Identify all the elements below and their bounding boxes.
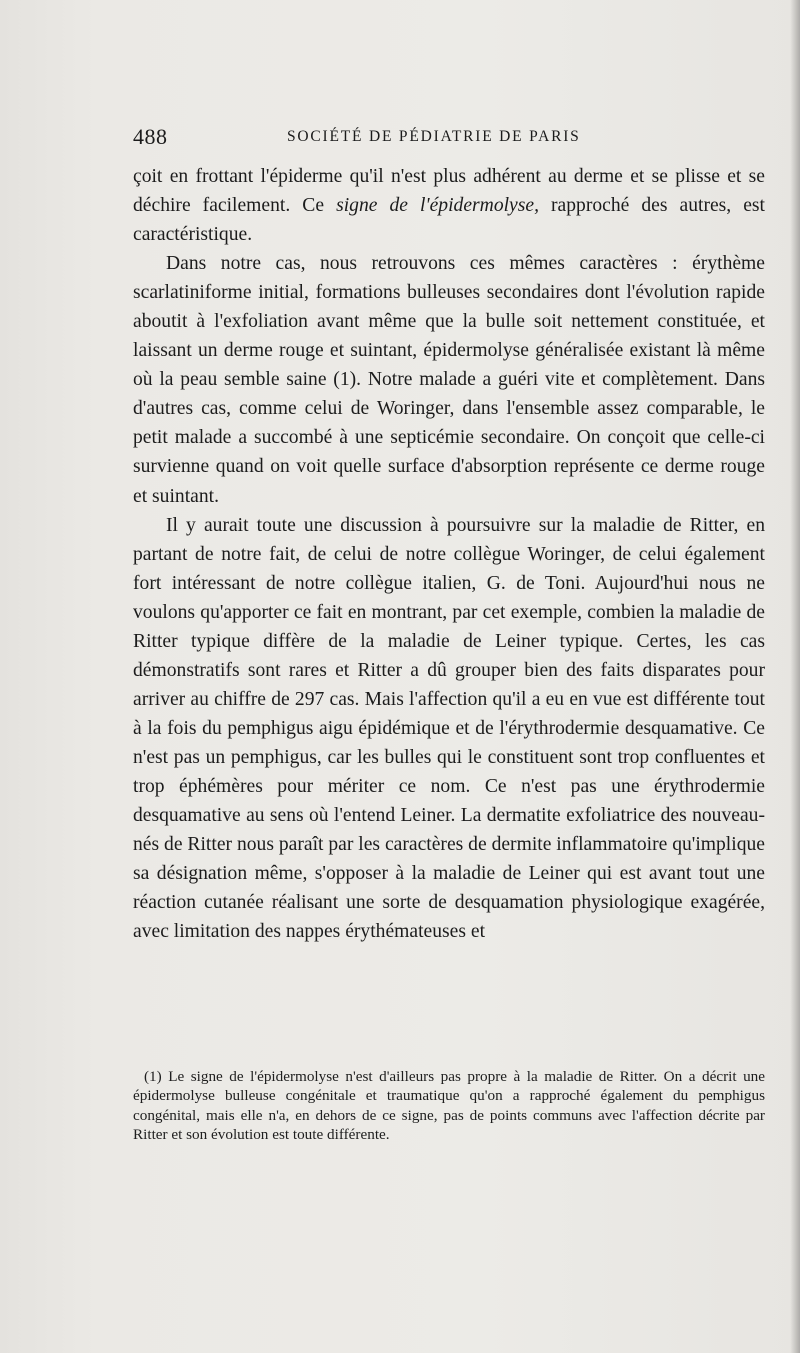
footnote: (1) Le signe de l'épidermolyse n'est d'ailleurs pas propre à la maladie de Ritter. On a décrit une épidermolyse bulleuse congénitale et traumatique qu'on a rapproché également du pemphigus congénital, mais elle n'a, en dehors de ce signe, pas de points communs avec l'affection décrite par Ritter et son évolution est toute différente.	[133, 1068, 765, 1143]
running-head: SOCIÉTÉ DE PÉDIATRIE DE PARIS	[287, 128, 581, 145]
paragraph-3: Il y aurait toute une discussion à poursuivre sur la maladie de Ritter, en partant de notre fait, de celui de notre collègue Woringer, de celui également fort intéressant de notre collègue italien, G. de Toni. Aujourd'hui nous ne voulons qu'apporter ce fait en montrant, par cet exemple, combien la maladie de Ritter typique diffère de la maladie de Leiner typique. Certes, les cas démonstratifs sont rares et Ritter a dû grouper bien des faits disparates pour arriver au chiffre de 297 cas. Mais l'affection qu'il a eu en vue est différente tout à la fois du pemphigus aigu épidémique et de l'érythrodermie desquamative. Ce n'est pas un pemphigus, car les bulles qui le constituent sont trop confluentes et trop éphémères pour mériter ce nom. Ce n'est pas une érythrodermie desquamative au sens où l'entend Leiner. La dermatite exfoliatrice des nouveau-nés de Ritter nous paraît par les caractères de dermite inflammatoire qu'implique sa désignation même, s'opposer à la maladie de Leiner qui est avant tout une réaction cutanée réalisant une sorte de desquamation physiologique exagérée, avec limitation des nappes érythémateuses et	[133, 514, 765, 943]
page-number: 488	[133, 124, 168, 149]
paragraph-1-end: rapproché des autres, est caractéristique.	[133, 195, 765, 246]
paragraph-1	[133, 162, 765, 249]
italic-term: signe de l'épidermolyse,	[336, 195, 539, 217]
page-header	[133, 124, 765, 158]
paragraph-1-start: çoit en frottant l'épiderme qu'il n'est plus adhérent au derme et se plisse et se déchire facilement. Ce	[133, 166, 765, 217]
paragraph-2: Dans notre cas, nous retrouvons ces mêmes caractères : érythème scarlatiniforme initial, formations bulleuses secondaires dont l'évolution rapide aboutit à l'exfoliation avant même que la bulle soit nettement constituée, et laissant un derme rouge et suintant, épidermolyse généralisée existant là même où la peau semble saine (1). Notre malade a guéri vite et complètement. Dans d'autres cas, comme celui de Woringer, dans l'ensemble assez comparable, le petit malade a succombé à une septicémie secondaire. On conçoit que celle-ci survienne quand on voit quelle surface d'absorption représente ce derme rouge et suintant.	[133, 253, 765, 507]
page-edge-shadow	[790, 0, 800, 1353]
body-text	[133, 162, 765, 946]
